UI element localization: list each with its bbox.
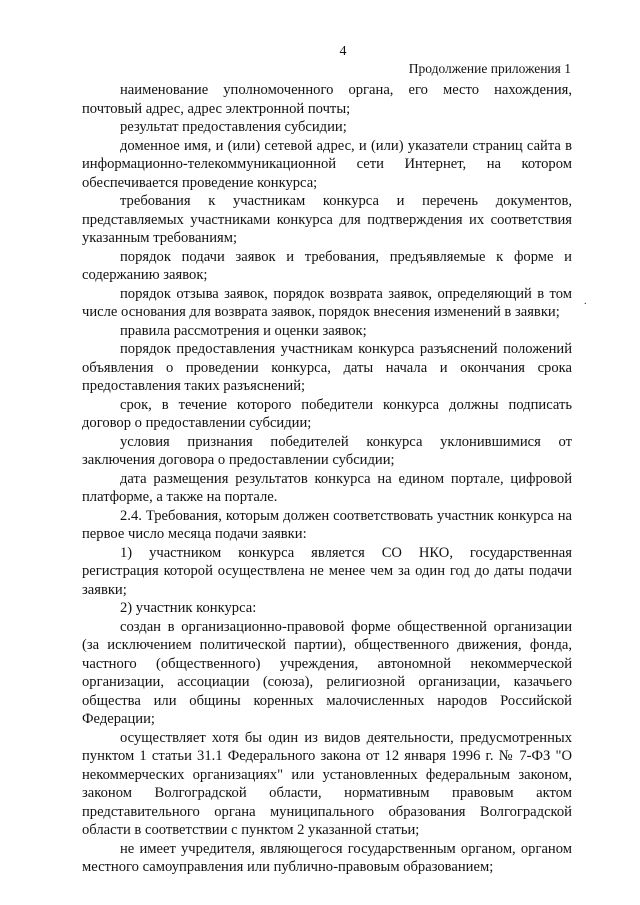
paragraph: наименование уполномоченного органа, его место нахождения, почтовый адрес, адрес электронной почты; bbox=[82, 82, 572, 117]
paragraph: порядок предоставления участникам конкурса разъяснений положений объявления о проведении конкурса, даты начала и окончания срока предоставления таких разъяснений; bbox=[82, 341, 572, 394]
section-heading-paragraph: 2.4. Требования, которым должен соответствовать участник конкурса на первое число месяца подачи заявки: bbox=[82, 507, 572, 542]
document-body bbox=[82, 81, 572, 877]
paragraph: требования к участникам конкурса и перечень документов, представляемых участниками конкурса для подтверждения их соответствия указанным требованиям; bbox=[82, 193, 572, 246]
margin-mark: . bbox=[584, 296, 587, 307]
paragraph: порядок отзыва заявок, порядок возврата заявок, определяющий в том числе основания для возврата заявок, порядок внесения изменений в заявки; bbox=[82, 285, 572, 320]
paragraph: не имеет учредителя, являющегося государственным органом, органом местного самоуправления или публично-правовым образованием; bbox=[82, 840, 572, 875]
paragraph: создан в организационно-правовой форме общественной организации (за исключением политической партии), общественного движения, фонда, частного (общественного) учреждения, автономной некоммерческой организации, ассоциации (союза), религиозной организации, казачьего общества или общины коренных малочисленных народов Российской Федерации; bbox=[82, 618, 572, 727]
paragraph: условия признания победителей конкурса уклонившимися от заключения договора о предоставлении субсидии; bbox=[82, 433, 572, 468]
paragraph: результат предоставления субсидии; bbox=[120, 119, 347, 135]
paragraph: доменное имя, и (или) сетевой адрес, и (или) указатели страниц сайта в информационно-телекоммуникационной сети Интернет, на котором обеспечивается проведение конкурса; bbox=[82, 137, 572, 191]
paragraph: дата размещения результатов конкурса на едином портале, цифровой платформе, а также на портале. bbox=[82, 470, 572, 505]
paragraph: 2) участник конкурса: bbox=[120, 600, 257, 616]
paragraph: срок, в течение которого победители конкурса должны подписать договор о предоставлении субсидии; bbox=[82, 396, 572, 431]
paragraph: порядок подачи заявок и требования, предъявляемые к форме и содержанию заявок; bbox=[82, 248, 572, 283]
paragraph: осуществляет хотя бы один из видов деятельности, предусмотренных пунктом 1 статьи 31.1 Федерального закона от 12 января 1996 г. № 7-ФЗ "О некоммерческих организациях" или установленных федеральным законом, законом Волгоградской области, нормативным правовым актом представительного органа муниципального образования Волгоградской области в соответствии с пунктом 2 указанной статьи; bbox=[82, 729, 572, 838]
appendix-continuation-label: Продолжение приложения 1 bbox=[408, 61, 571, 76]
page-number: 4 bbox=[339, 44, 347, 59]
paragraph: правила рассмотрения и оценки заявок; bbox=[120, 322, 367, 339]
paragraph: 1) участником конкурса является СО НКО, государственная регистрация которой осуществлена не менее чем за один год до даты подачи заявки; bbox=[82, 544, 572, 598]
